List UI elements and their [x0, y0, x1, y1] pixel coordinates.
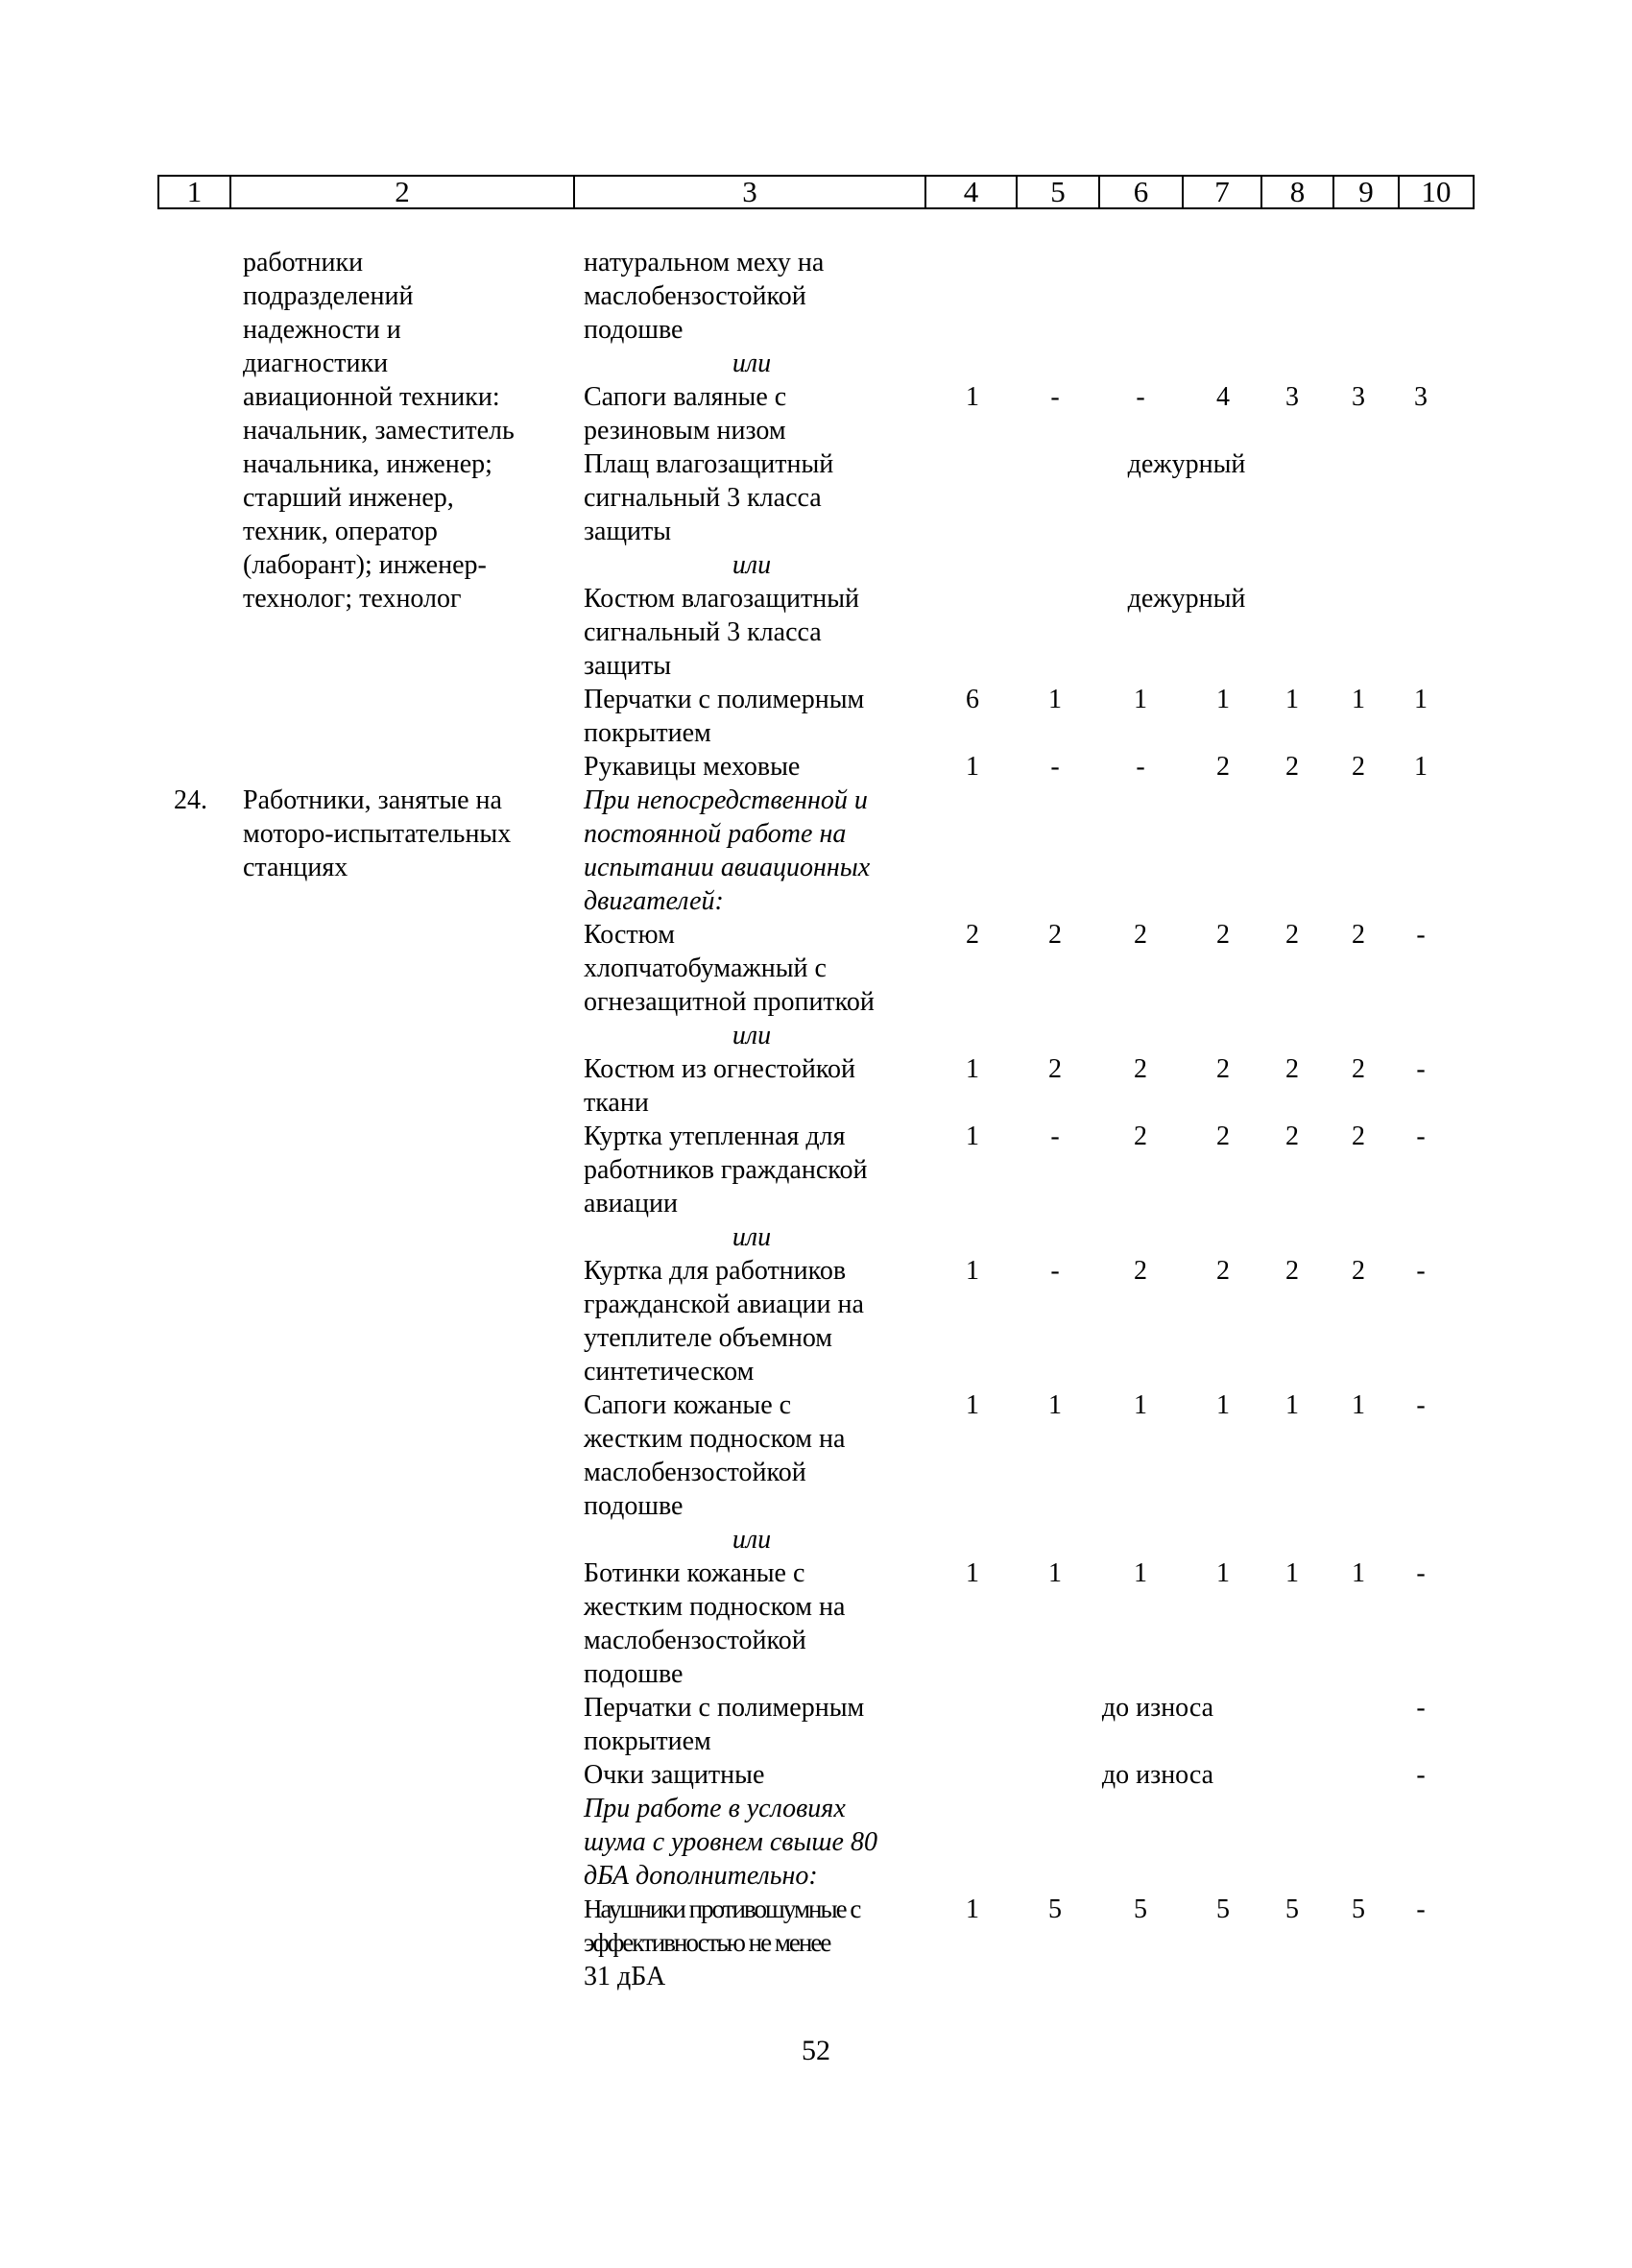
value-cell: 1 — [966, 382, 979, 412]
value-cell: 1 — [1285, 1558, 1299, 1588]
or-separator: или — [732, 1222, 772, 1252]
value-cell: 2 — [1285, 1122, 1299, 1151]
condition-note: дБА дополнительно: — [584, 1861, 818, 1891]
header-col-1: 1 — [159, 177, 231, 207]
condition-note: двигателей: — [584, 886, 724, 916]
value-cell: 1 — [1216, 1558, 1230, 1588]
value-cell: - — [1136, 752, 1145, 782]
header-col-5: 5 — [1018, 177, 1100, 207]
equipment-line: Костюм — [584, 920, 675, 950]
value-cell: 1 — [1048, 685, 1062, 714]
condition-note: При непосредственной и — [584, 785, 868, 815]
value-cell: - — [1050, 1122, 1060, 1151]
value-cell: 2 — [1352, 752, 1365, 782]
equipment-line: Сапоги кожаные с — [584, 1390, 792, 1420]
value-cell: - — [1416, 1693, 1426, 1723]
or-separator: или — [732, 1525, 772, 1555]
job-title-line: диагностики — [243, 349, 389, 378]
equipment-line: работников гражданской — [584, 1155, 868, 1185]
job-title-line: моторо-испытательных — [243, 819, 512, 849]
header-col-7: 7 — [1184, 177, 1262, 207]
equipment-line: Куртка для работников — [584, 1256, 847, 1286]
equipment-line: ткани — [584, 1088, 649, 1118]
value-cell: 1 — [1048, 1558, 1062, 1588]
value-cell: 1 — [1048, 1390, 1062, 1420]
row-number: 24. — [174, 785, 207, 815]
value-cell: - — [1416, 1390, 1426, 1420]
equipment-line: подошве — [584, 1491, 684, 1521]
equipment-line: Рукавицы меховые — [584, 752, 801, 782]
header-col-3: 3 — [575, 177, 926, 207]
job-title-line: начальник, заместитель — [243, 416, 515, 446]
value-cell: 1 — [1134, 1390, 1147, 1420]
equipment-line: Костюм влагозащитный — [584, 584, 859, 614]
condition-note: При работе в условиях — [584, 1794, 846, 1823]
value-cell: 1 — [966, 1256, 979, 1286]
or-separator: или — [732, 349, 772, 378]
equipment-line: Плащ влагозащитный — [584, 449, 834, 479]
table-header — [157, 175, 1475, 209]
value-cell: 2 — [1285, 752, 1299, 782]
value-cell: 1 — [966, 1122, 979, 1151]
job-title-line: старший инженер, — [243, 483, 454, 513]
value-cell: 2 — [1216, 1122, 1230, 1151]
condition-note: испытании авиационных — [584, 853, 871, 882]
equipment-line: 31 дБА — [584, 1962, 666, 1991]
equipment-line: маслобензостойкой — [584, 281, 806, 311]
value-cell: 2 — [1352, 920, 1365, 950]
header-col-10: 10 — [1421, 175, 1452, 208]
equipment-line: огнезащитной пропиткой — [584, 987, 875, 1017]
condition-note: постоянной работе на — [584, 819, 847, 849]
job-title-line: авиационной техники: — [243, 382, 500, 412]
job-title-line: техник, оператор — [243, 517, 438, 546]
value-cell: 3 — [1414, 382, 1428, 412]
value-cell: - — [1416, 920, 1426, 950]
value-cell: 6 — [966, 685, 979, 714]
condition-note: шума с уровнем свыше 80 — [584, 1827, 877, 1857]
until-worn-label: до износа — [1101, 1693, 1214, 1723]
equipment-line: сигнальный 3 класса — [584, 617, 822, 647]
equipment-line: маслобензостойкой — [584, 1626, 806, 1655]
equipment-line: жестким подноском на — [584, 1592, 846, 1622]
equipment-line: Сапоги валяные с — [584, 382, 787, 412]
value-cell: - — [1050, 382, 1060, 412]
value-cell: - — [1136, 382, 1145, 412]
value-cell: - — [1416, 1558, 1426, 1588]
value-cell: 1 — [966, 1558, 979, 1588]
equipment-line: резиновым низом — [584, 416, 786, 446]
value-cell: 4 — [1216, 382, 1230, 412]
page-number: 52 — [802, 2035, 830, 2066]
value-cell: - — [1416, 1054, 1426, 1084]
header-col-4: 4 — [926, 177, 1018, 207]
value-cell: 2 — [1352, 1122, 1365, 1151]
equipment-line: Перчатки с полимерным — [584, 685, 865, 714]
value-cell: 1 — [1352, 1558, 1365, 1588]
value-cell: 1 — [1134, 1558, 1147, 1588]
value-cell: 2 — [1285, 1256, 1299, 1286]
equipment-line: подошве — [584, 315, 684, 345]
equipment-line: Ботинки кожаные с — [584, 1558, 805, 1588]
value-cell: 2 — [1134, 1054, 1147, 1084]
equipment-line: Костюм из огнестойкой — [584, 1054, 855, 1084]
job-title-line: надежности и — [243, 315, 401, 345]
value-cell: 2 — [1134, 1122, 1147, 1151]
value-cell: 1 — [1414, 685, 1428, 714]
equipment-line: сигнальный 3 класса — [584, 483, 822, 513]
equipment-line: покрытием — [584, 1726, 711, 1756]
value-cell: - — [1050, 1256, 1060, 1286]
value-cell: 2 — [1216, 1054, 1230, 1084]
value-cell: 5 — [1048, 1894, 1062, 1924]
value-cell: 2 — [1134, 1256, 1147, 1286]
value-cell: 2 — [1285, 1054, 1299, 1084]
equipment-line: маслобензостойкой — [584, 1458, 806, 1487]
value-cell: 1 — [1352, 1390, 1365, 1420]
equipment-line: гражданской авиации на — [584, 1290, 864, 1319]
value-cell: - — [1050, 752, 1060, 782]
job-title-line: начальника, инженер; — [243, 449, 492, 479]
value-cell: 1 — [1134, 685, 1147, 714]
equipment-line: Куртка утепленная для — [584, 1122, 846, 1151]
value-cell: 5 — [1216, 1894, 1230, 1924]
value-cell: 3 — [1285, 382, 1299, 412]
value-cell: 2 — [1216, 752, 1230, 782]
value-cell: 1 — [1285, 1390, 1299, 1420]
value-cell: 1 — [1216, 1390, 1230, 1420]
header-col-8: 8 — [1262, 177, 1334, 207]
value-cell: - — [1416, 1760, 1426, 1790]
job-title-line: подразделений — [243, 281, 414, 311]
equipment-line: защиты — [584, 651, 672, 681]
value-cell: 2 — [1048, 920, 1062, 950]
value-cell: 1 — [1414, 752, 1428, 782]
equipment-line: утеплителе объемном — [584, 1323, 833, 1353]
or-separator: или — [732, 1021, 772, 1050]
value-cell: 5 — [1352, 1894, 1365, 1924]
equipment-line: покрытием — [584, 718, 711, 748]
value-cell: 1 — [966, 1054, 979, 1084]
value-cell: - — [1416, 1256, 1426, 1286]
equipment-line: подошве — [584, 1659, 684, 1689]
or-separator: или — [732, 550, 772, 580]
equipment-line: авиации — [584, 1189, 679, 1218]
job-title-line: Работники, занятые на — [243, 785, 502, 815]
equipment-line: Очки защитные — [584, 1760, 765, 1790]
until-worn-label: до износа — [1101, 1760, 1214, 1790]
header-col-2: 2 — [231, 177, 575, 207]
value-cell: 1 — [966, 1390, 979, 1420]
value-cell: 2 — [1352, 1054, 1365, 1084]
value-cell: 3 — [1352, 382, 1365, 412]
equipment-line: Наушники противошумные с — [584, 1894, 860, 1923]
value-cell: 5 — [1134, 1894, 1147, 1924]
value-cell: 5 — [1285, 1894, 1299, 1924]
equipment-line: натуральном меху на — [584, 248, 825, 277]
value-cell: 2 — [1216, 1256, 1230, 1286]
equipment-line: эффективностью не менее — [584, 1928, 830, 1957]
equipment-line: жестким подноском на — [584, 1424, 846, 1454]
value-cell: 1 — [1285, 685, 1299, 714]
value-cell: - — [1416, 1894, 1426, 1924]
value-cell: 2 — [1352, 1256, 1365, 1286]
equipment-line: защиты — [584, 517, 672, 546]
job-title-line: работники — [243, 248, 364, 277]
value-cell: 2 — [1285, 920, 1299, 950]
equipment-line: хлопчатобумажный с — [584, 953, 827, 983]
equipment-line: Перчатки с полимерным — [584, 1693, 865, 1723]
value-cell: 1 — [966, 1894, 979, 1924]
job-title-line: станциях — [243, 853, 348, 882]
job-title-line: технолог; технолог — [243, 584, 462, 614]
header-col-9: 9 — [1334, 177, 1400, 207]
equipment-line: синтетическом — [584, 1357, 755, 1387]
value-cell: - — [1416, 1122, 1426, 1151]
value-cell: 2 — [966, 920, 979, 950]
value-cell: 2 — [1048, 1054, 1062, 1084]
duty-label: дежурный — [1127, 584, 1246, 614]
value-cell: 1 — [966, 752, 979, 782]
job-title-line: (лаборант); инженер- — [243, 550, 487, 580]
value-cell: 2 — [1216, 920, 1230, 950]
value-cell: 2 — [1134, 920, 1147, 950]
value-cell: 1 — [1216, 685, 1230, 714]
value-cell: 1 — [1352, 685, 1365, 714]
header-col-6: 6 — [1100, 177, 1184, 207]
duty-label: дежурный — [1127, 449, 1246, 479]
